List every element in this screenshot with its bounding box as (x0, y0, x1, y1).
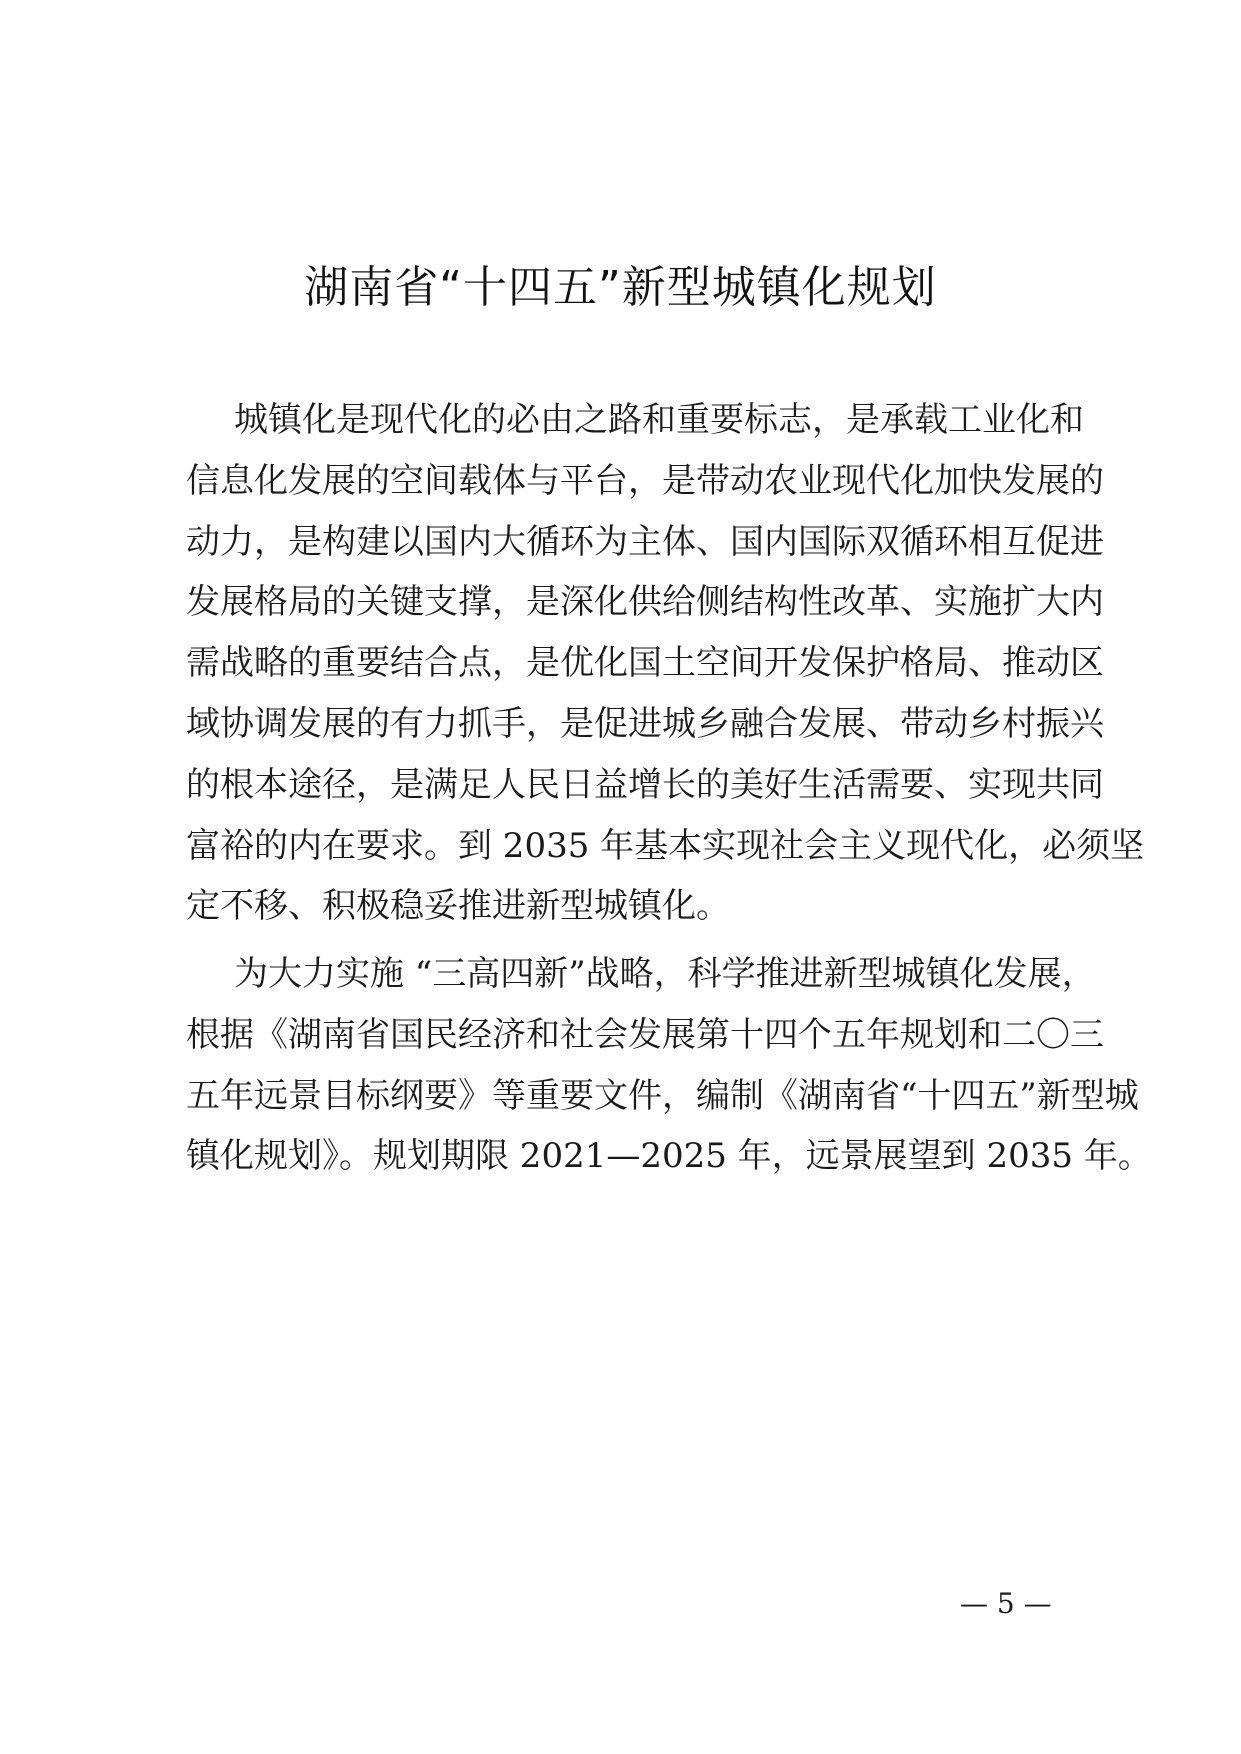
paragraph-1 (186, 390, 1145, 937)
paragraph-line: 镇化规划》。规划期限 2021—2025 年，远景展望到 2035 年。 (186, 1136, 1152, 1177)
paragraph-line: 需战略的重要结合点，是优化国土空间开发保护格局、推动区 (186, 643, 1104, 684)
paragraph-line: 域协调发展的有力抓手，是促进城乡融合发展、带动乡村振兴 (186, 703, 1104, 744)
paragraph-2 (186, 944, 1152, 1187)
paragraph-line: 为大力实施 “三高四新”战略，科学推进新型城镇化发展， (234, 954, 1096, 994)
paragraph-line: 发展格局的关键支撑，是深化供给侧结构性改革、实施扩大内 (186, 582, 1104, 623)
paragraph-line: 五年远景目标纲要》等重要文件，编制《湖南省“十四五”新型城 (186, 1075, 1139, 1116)
paragraph-line: 定不移、积极稳妥推进新型城镇化。 (186, 886, 730, 927)
paragraph-line: 富裕的内在要求。到 2035 年基本实现社会主义现代化，必须坚 (186, 825, 1145, 866)
paragraph-line: 根据《湖南省国民经济和社会发展第十四个五年规划和二〇三 (186, 1014, 1104, 1055)
paragraph-line: 信息化发展的空间载体与平台，是带动农业现代化加快发展的 (186, 460, 1104, 501)
paragraph-line: 动力，是构建以国内大循环为主体、国内国际双循环相互促进 (186, 521, 1104, 562)
page-number: — 5 — (960, 1587, 1052, 1620)
document-title: 湖南省“十四五”新型城镇化规划 (304, 262, 937, 313)
paragraph-line: 的根本途径，是满足人民日益增长的美好生活需要、实现共同 (186, 764, 1104, 805)
paragraph-line: 城镇化是现代化的必由之路和重要标志，是承载工业化和 (234, 400, 1084, 440)
